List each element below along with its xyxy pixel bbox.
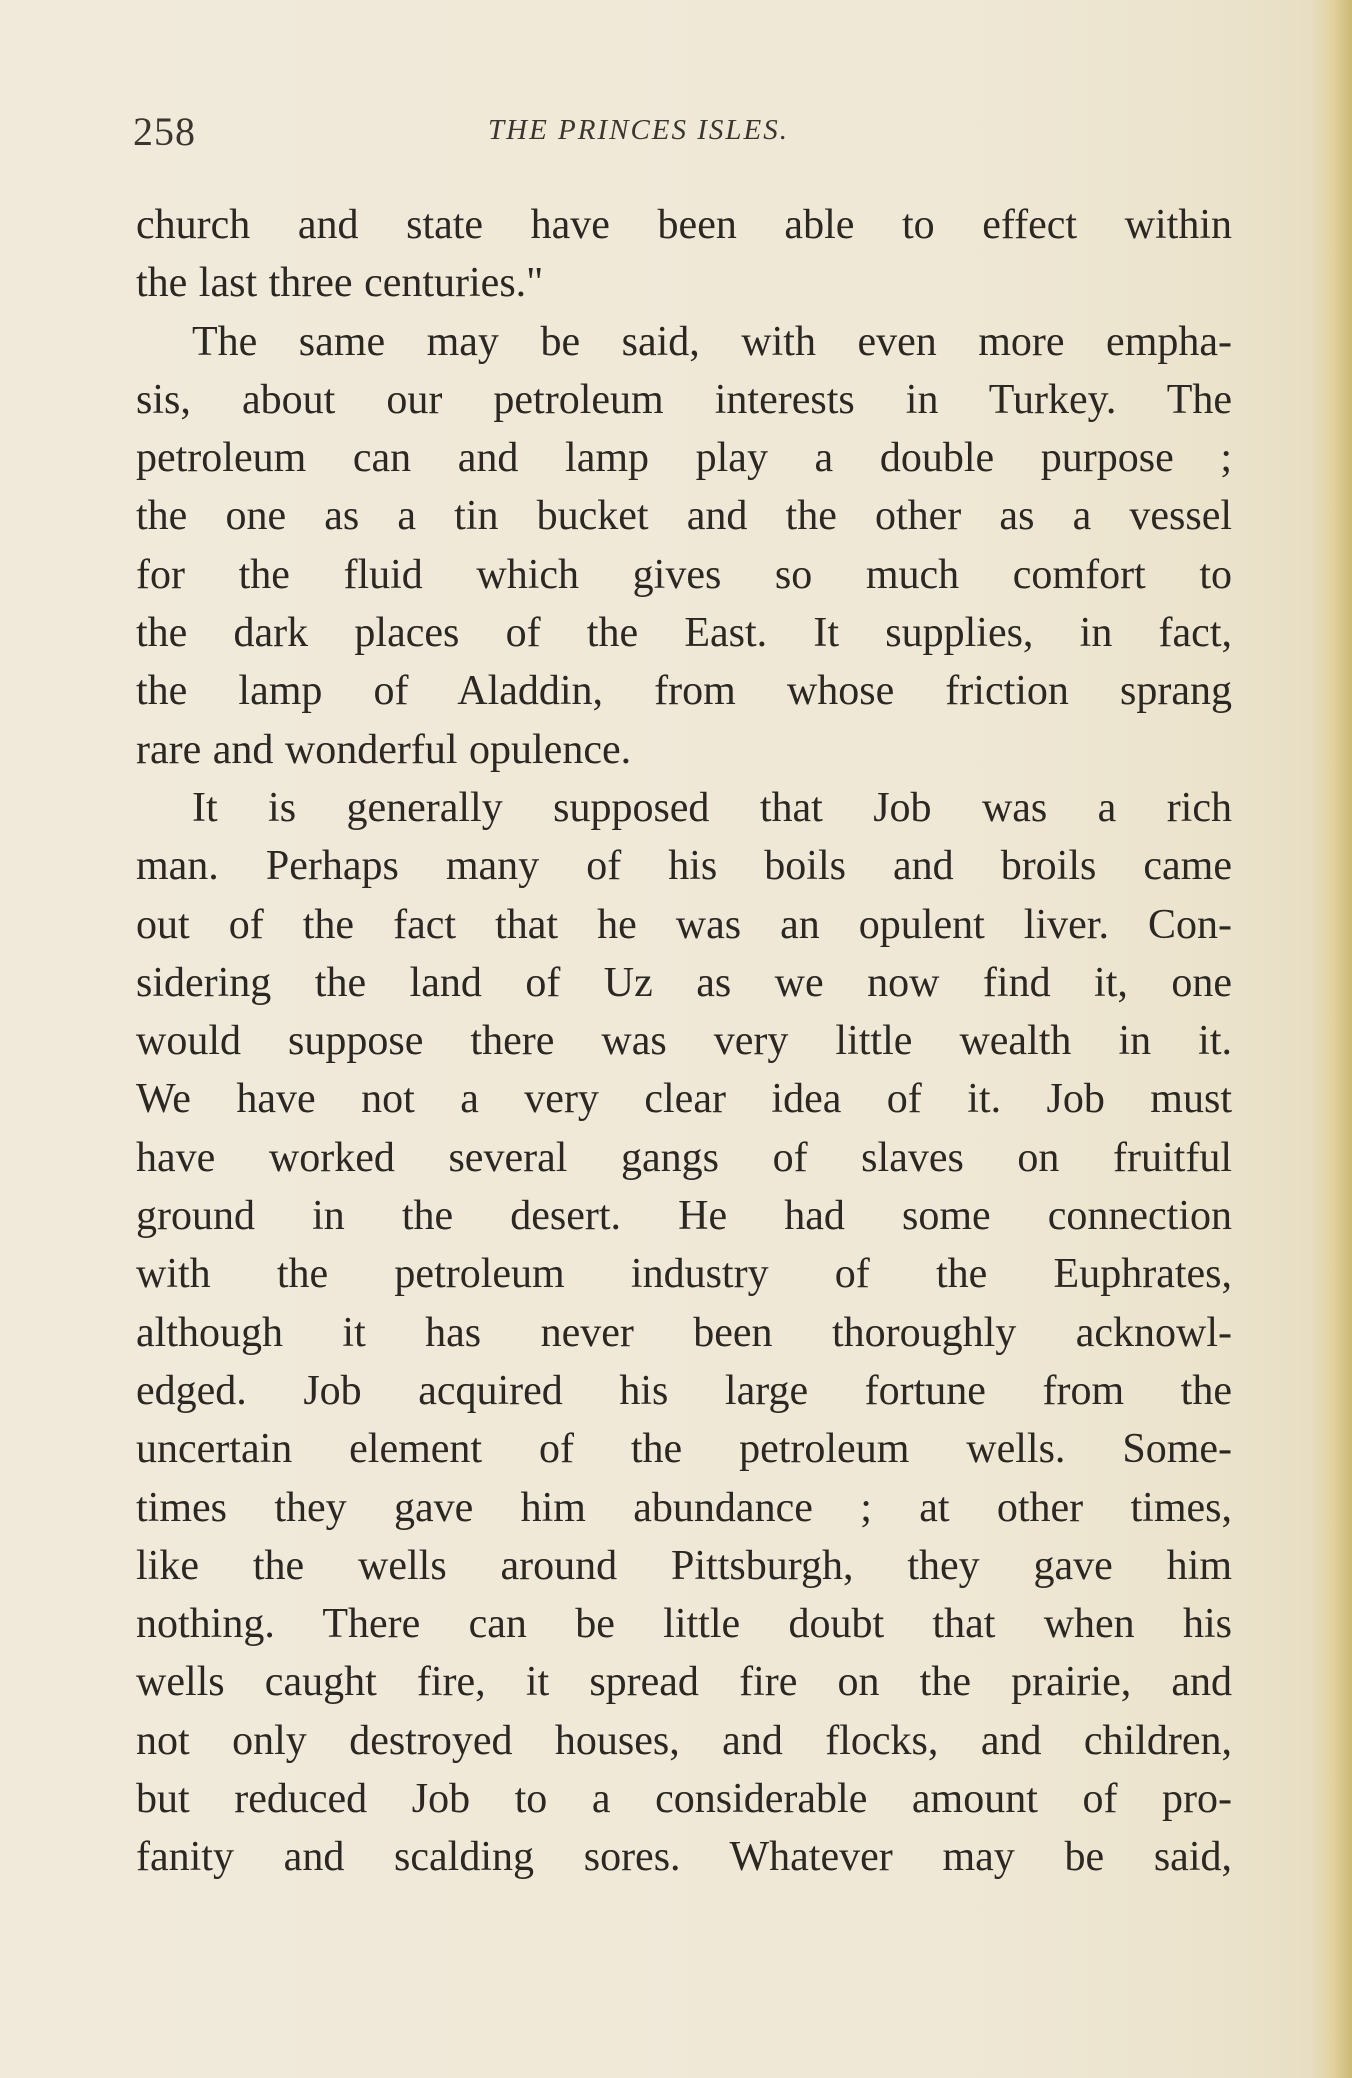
text-line: the dark places of the East. It supplies, in fact, [136,610,1232,657]
text-line: ground in the desert. He had some connection [136,1193,1232,1240]
page-number: 258 [133,109,196,154]
text-line: The same may be said, with even more empha- [192,318,1232,365]
text-line: the last three centuries." [136,260,544,307]
text-line: fanity and scalding sores. Whatever may be said, [136,1834,1232,1881]
text-line: with the petroleum industry of the Euphrates, [136,1251,1232,1298]
text-line: man. Perhaps many of his boils and broils came [136,843,1232,890]
text-line: edged. Job acquired his large fortune from the [136,1367,1232,1414]
text-line: although it has never been thoroughly acknowl- [136,1309,1232,1356]
text-line: would suppose there was very little wealth in it. [136,1018,1232,1065]
text-line: It is generally supposed that Job was a rich [192,784,1232,831]
text-line: sis, about our petroleum interests in Turkey. The [136,376,1232,423]
text-line: like the wells around Pittsburgh, they gave him [136,1542,1232,1589]
text-line: out of the fact that he was an opulent liver. Con- [136,901,1232,948]
text-line: the lamp of Aladdin, from whose friction sprang [136,668,1232,715]
text-line: times they gave him abundance ; at other times, [136,1484,1232,1531]
page-edge-shading [1310,0,1352,2078]
text-line: have worked several gangs of slaves on fruitful [136,1134,1232,1181]
text-line: uncertain element of the petroleum wells. Some- [136,1426,1232,1473]
text-line: nothing. There can be little doubt that when his [136,1601,1232,1648]
text-line: the one as a tin bucket and the other as a vessel [136,493,1232,540]
text-line: for the fluid which gives so much comfort to [136,551,1232,598]
text-line: rare and wonderful opulence. [136,726,632,773]
text-line: wells caught fire, it spread fire on the prairie, and [136,1659,1232,1706]
text-line: sidering the land of Uz as we now find it, one [136,959,1232,1006]
body-text [136,196,1232,1887]
text-line: not only destroyed houses, and flocks, and children, [136,1717,1232,1764]
page-header [133,108,1233,168]
text-line: petroleum can and lamp play a double purpose ; [136,435,1232,482]
text-line: We have not a very clear idea of it. Job must [136,1076,1232,1123]
text-line: church and state have been able to effect within [136,202,1232,248]
text-line: but reduced Job to a considerable amount of pro- [136,1776,1232,1823]
running-head: THE PRINCES ISLES. [488,114,790,146]
